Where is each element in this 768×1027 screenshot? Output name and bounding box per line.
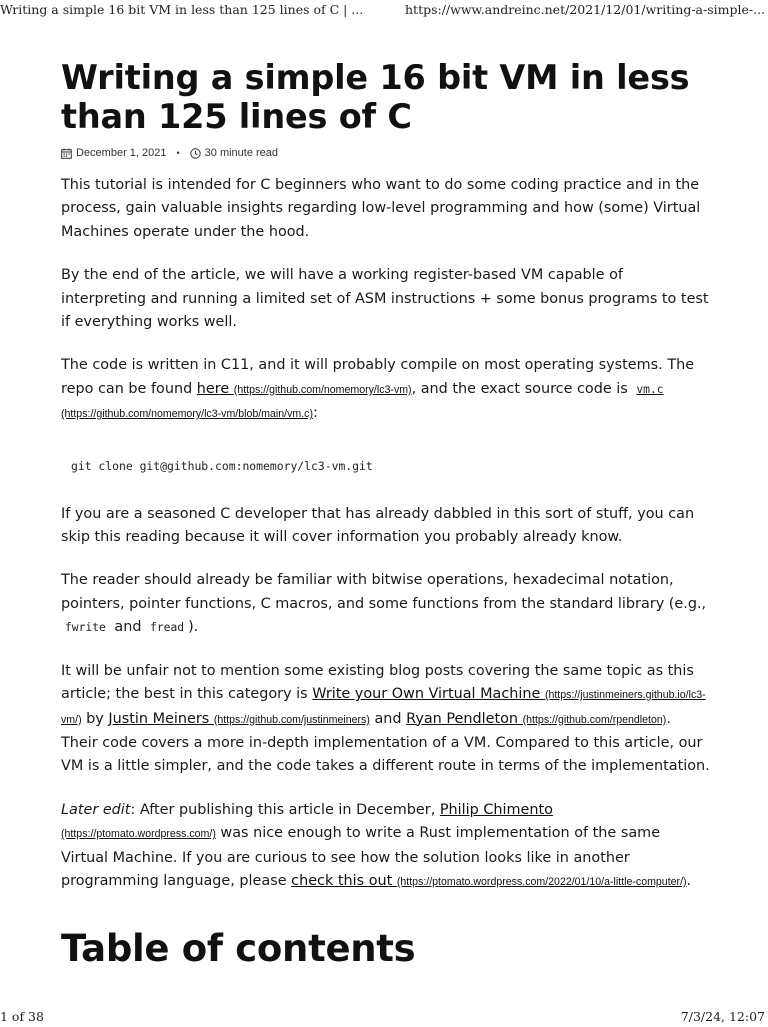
page-number: 1 of 38 [0,1009,44,1024]
table-of-contents-heading: Table of contents [61,927,416,971]
article [61,58,711,971]
print-page-title: Writing a simple 16 bit VM in less than 125 lines of C | ... [0,2,364,17]
paragraph-later-edit: Later edit: After publishing this article in December, Philip Chimento (https://ptomato.wordpress.com/) was nice enough to write a Rust implementation of the same Virtual Machine. If you are curious to see how the solution looks like in another programming language, please check this out (https://ptomato.wordpress.com/2022/01/10/a-little-computer/). [61,801,692,889]
check-this-out-link[interactable]: check this out (https://ptomato.wordpress.com/2022/01/10/a-little-computer/) [291,872,687,889]
source-file-code: vm.c [636,382,664,396]
print-timestamp: 7/3/24, 12:07 [680,1009,765,1024]
paragraph-prerequisites: The reader should already be familiar with bitwise operations, hexadecimal notation, pointers, pointer functions, C macros, and some functions from the standard library (e.g., fwrite and fread ). [61,572,707,636]
write-your-own-vm-link[interactable]: Write your Own Virtual Machine (https://justinmeiners.github.io/lc3-vm/) [61,686,706,726]
repo-link[interactable]: here (https://github.com/nomemory/lc3-vm) [196,380,412,397]
code-block: git clone git@github.com:nomemory/lc3-vm.git [71,458,373,473]
calendar-icon [61,148,72,159]
repo-url: (https://github.com/nomemory/lc3-vm) [233,383,412,396]
article-body [61,174,711,894]
print-header [0,0,768,20]
publish-date: December 1, 2021 [76,147,167,159]
fwrite-code: fwrite [65,621,106,635]
justin-meiners-link[interactable]: Justin Meiners (https://github.com/justinmeiners) [108,710,370,727]
paragraph-code-info: The code is written in C11, and it will probably compile on most operating systems. The repo can be found here (https://github.com/nomemory/lc3-vm), and the exact source code is vm.c (https://github.com/nomemory/lc3-vm/blob/main/vm.c): [61,357,695,422]
read-time: 30 minute read [204,147,279,159]
print-page-url: https://www.andreinc.net/2021/12/01/writing-a-simple-... [405,2,766,17]
philip-chimento-link[interactable]: Philip Chimento (https://ptomato.wordpress.com/) [61,801,553,841]
ryan-pendleton-link[interactable]: Ryan Pendleton (https://github.com/rpendleton) [406,710,667,727]
paragraph-goal: By the end of the article, we will have a working register-based VM capable of interpreting and running a limited set of ASM instructions + some bonus programs to test if everything works well. [61,267,709,331]
later-edit-label: Later edit [61,801,131,818]
article-title: Writing a simple 16 bit VM in less than 125 lines of C [61,58,690,136]
source-url: (https://github.com/nomemory/lc3-vm/blob/main/vm.c) [61,408,313,421]
paragraph-seasoned: If you are a seasoned C developer that has already dabbled in this sort of stuff, you can skip this reading because it will cover information you probably already know. [61,505,695,546]
print-footer [0,1007,768,1027]
article-meta [61,146,711,160]
meta-separator: • [176,148,180,158]
fread-code: fread [150,621,185,635]
paragraph-related-posts: It will be unfair not to mention some existing blog posts covering the same topic as this article; the best in this category is Write your Own Virtual Machine (https://justinmeiners.github.io/lc3-vm/) by Justin Meiners (https://github.com/justinmeiners) and Ryan Pendleton (https://github.com/rpendleton). Their code covers a more in-depth implementation of a VM. Compared to this article, our VM is a little simpler, and the code takes a different route in terms of the implementation. [61,662,710,775]
clock-icon [190,148,201,159]
paragraph-intro: This tutorial is intended for C beginners who want to do some coding practice and in the process, gain valuable insights regarding low-level programming and how (some) Virtual Machines operate under the hood. [61,177,701,240]
